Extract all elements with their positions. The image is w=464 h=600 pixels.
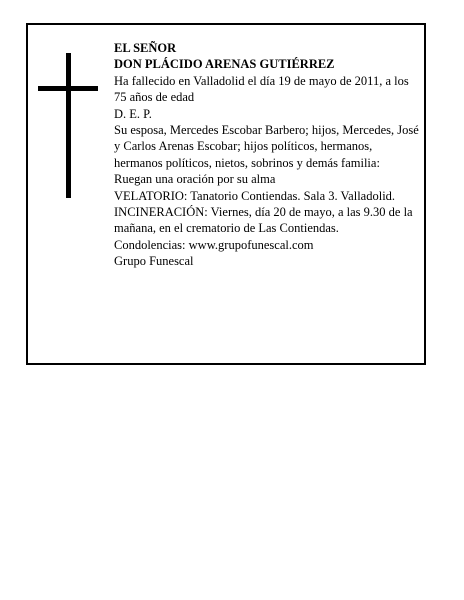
dep-line: D. E. P. — [114, 106, 152, 121]
obituary-notice — [26, 23, 426, 365]
cross-icon — [38, 53, 98, 198]
title-line-2: DON PLÁCIDO ARENAS GUTIÉRREZ — [114, 57, 335, 72]
cremation-line: INCINERACIÓN: Viernes, día 20 de mayo, a las 9.30 de la mañana, en el crematorio de Las Contiendas. — [114, 205, 413, 236]
title-line-1: EL SEÑOR — [114, 41, 177, 55]
wake-line: VELATORIO: Tanatorio Contiendas. Sala 3. Valladolid. — [114, 188, 396, 203]
prayer-line: Ruegan una oración por su alma — [114, 172, 276, 187]
cross-horizontal-bar — [38, 86, 98, 91]
condolences-line: Condolencias: www.grupofunescal.com — [114, 237, 314, 252]
family-line: Su esposa, Mercedes Escobar Barbero; hijos, Mercedes, José y Carlos Arenas Escobar; hijos políticos, hermanos, hermanos políticos, nietos, sobrinos y demás familia: — [114, 123, 419, 170]
cross-vertical-bar — [66, 53, 71, 198]
notice-text — [114, 40, 422, 270]
company-line: Grupo Funescal — [114, 254, 194, 269]
death-info: Ha fallecido en Valladolid el día 19 de mayo de 2011, a los 75 años de edad — [114, 73, 409, 105]
